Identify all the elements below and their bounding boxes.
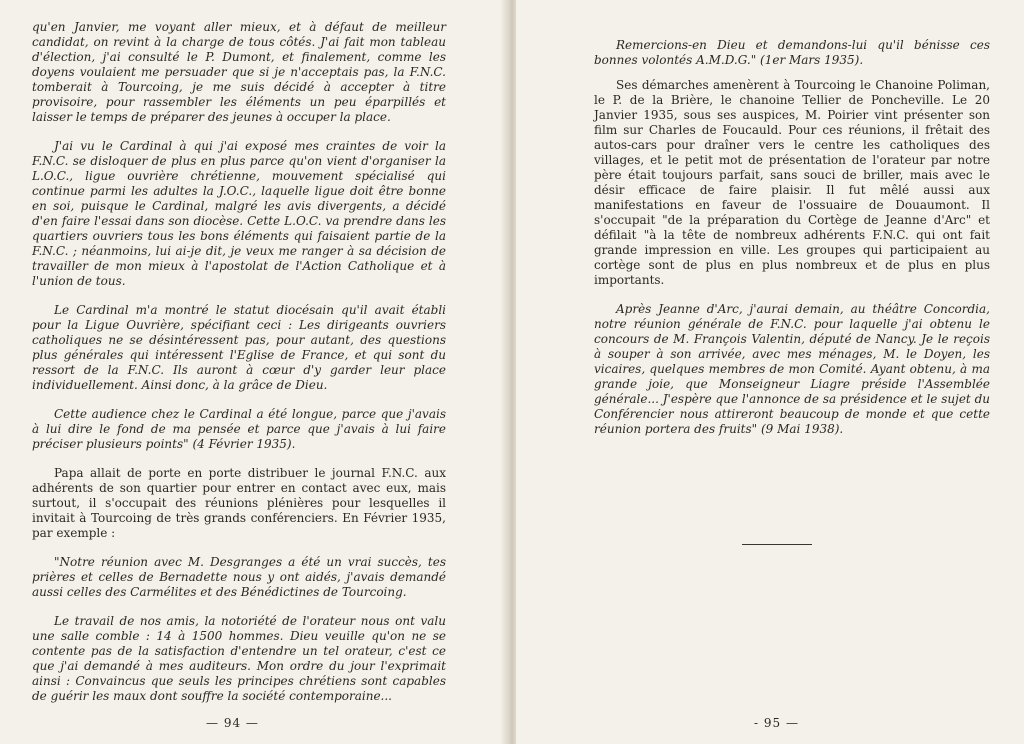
right-page <box>516 0 1024 744</box>
page-number: - 95 — <box>754 716 799 730</box>
paragraph: Remercions-en Dieu et demandons-lui qu'il bénisse ces bonnes volontés A.M.D.G." (1er Mars 1935). <box>594 38 990 67</box>
left-page-text <box>32 20 446 704</box>
paragraph: Cette audience chez le Cardinal a été longue, parce que j'avais à lui dire le fond de ma pensée et parce que j'avais à lui faire préciser plusieurs points" (4 Février 1935). <box>32 407 446 451</box>
paragraph: "Notre réunion avec M. Desgranges a été un vrai succès, tes prières et celles de Bernadette nous y ont aidés, j'avais demandé aussi celles des Carmélites et des Bénédictines de Tourcoing. <box>32 555 446 599</box>
left-page <box>0 0 508 744</box>
paragraph: J'ai vu le Cardinal à qui j'ai exposé mes craintes de voir la F.N.C. se disloquer de plus en plus parce qu'on vient d'organiser la L.O.C., ligue ouvrière chrétienne, mouvement spécialisé qui continue parmi les adultes la J.O.C., laquelle ligue doit être bonne en soi, puisque le Cardinal, malgré les avis divergents, a décidé d'en faire l'essai dans son diocèse. Cette L.O.C. va prendre dans les quartiers ouvriers tous les bons éléments qui faisaient partie de la F.N.C. ; néanmoins, lui ai-je dit, je veux me ranger à sa décision de travailler de mon mieux à l'apostolat de l'Action Catholique et à l'union de tous. <box>32 139 446 288</box>
paragraph: Le Cardinal m'a montré le statut diocésain qu'il avait établi pour la Ligue Ouvrière, spécifiant ceci : Les dirigeants ouvriers catholiques ne se désintéressent pas, pour autant, des questions plus générales qui intéressent l'Eglise de France, et qui sont du ressort de la F.N.C. Ils auront à cœur d'y garder leur place individuellement. Ainsi donc, à la grâce de Dieu. <box>32 303 446 392</box>
paragraph: Après Jeanne d'Arc, j'aurai demain, au théâtre Concordia, notre réunion générale de F.N.C. pour laquelle j'ai obtenu le concours de M. François Valentin, député de Nancy. Je le reçois à souper à son arrivée, avec mes ménages, M. le Doyen, les vicaires, quelques membres de mon Comité. Ayant obtenu, à ma grande joie, que Monseigneur Liagre préside l'Assemblée générale... J'espère que l'annonce de sa présidence et le sujet du Conférencier nous attireront beaucoup de monde et que cette réunion portera des fruits" (9 Mai 1938). <box>594 302 990 436</box>
right-page-text <box>594 38 990 437</box>
paragraph: Papa allait de porte en porte distribuer le journal F.N.C. aux adhérents de son quartier pour entrer en contact avec eux, mais surtout, il s'occupait des réunions plénières pour lesquelles il invitait à Tourcoing de très grands conférenciers. En Février 1935, par exemple : <box>32 466 446 540</box>
page-number: — 94 — <box>206 716 259 730</box>
paragraph: qu'en Janvier, me voyant aller mieux, et à défaut de meilleur candidat, on revint à la charge de tous côtés. J'ai fait mon tableau d'élection, j'ai consulté le P. Dumont, et finalement, comme les doyens voulaient me persuader que si je n'acceptais pas, la F.N.C. tomberait à Tourcoing, je me suis décidé à accepter à titre provisoire, pour rassembler les éléments un peu éparpillés et laisser le temps de préparer des jeunes à occuper la place. <box>32 20 446 124</box>
paragraph: Ses démarches amenèrent à Tourcoing le Chanoine Poliman, le P. de la Brière, le chanoine Tellier de Poncheville. Le 20 Janvier 1935, sous ses auspices, M. Poirier vint présenter son film sur Charles de Foucauld. Pour ces réunions, il frêtait des autos-cars pour draîner vers le centre les catholiques des villages, et le petit mot de présentation de l'orateur par notre père était toujours parfait, sans souci de briller, mais avec le désir efficace de faire plaisir. Il fut mêlé aussi aux manifestations en faveur de l'ossuaire de Douaumont. Il s'occupait "de la préparation du Cortège de Jeanne d'Arc" et défilait "à la tête de nombreux adhérents F.N.C. qui ont fait grande impression en ville. Les groupes qui participaient au cortège sont de plus en plus nombreux et de plus en plus importants. <box>594 78 990 287</box>
section-divider <box>742 544 812 545</box>
paragraph: Le travail de nos amis, la notoriété de l'orateur nous ont valu une salle comble : 14 à 1500 hommes. Dieu veuille qu'on ne se contente pas de la satisfaction d'entendre un tel orateur, c'est ce que j'ai demandé à mes auditeurs. Mon ordre du jour l'exprimait ainsi : Convaincus que seuls les principes chrétiens sont capables de guérir les maux dont souffre la société contemporaine... <box>32 614 446 703</box>
